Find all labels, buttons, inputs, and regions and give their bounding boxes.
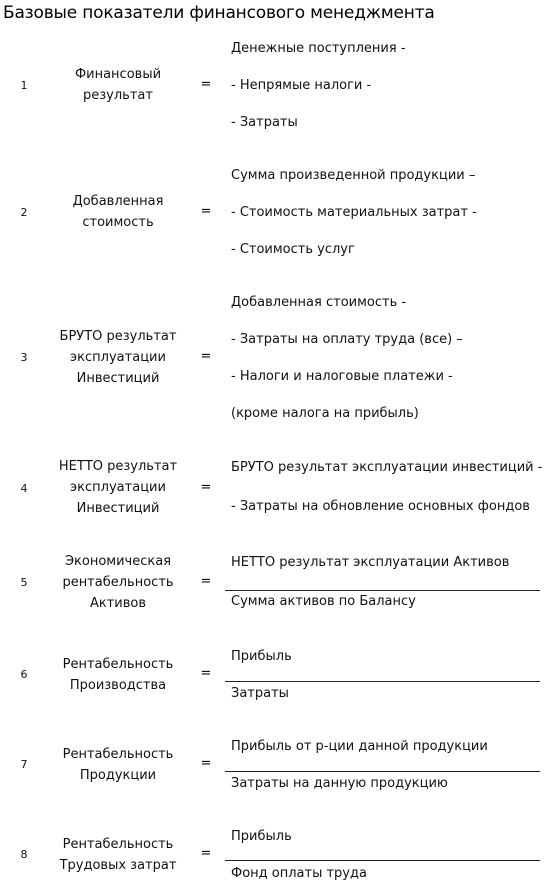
indicator-name xyxy=(54,834,182,876)
fraction-numerator: Прибыль от р-ции данной продукции xyxy=(231,739,488,754)
fraction-numerator: Прибыль xyxy=(231,649,292,664)
indicator-name-line: Активов xyxy=(89,596,147,611)
fraction-denominator: Сумма активов по Балансу xyxy=(231,594,416,609)
fraction-numerator: Прибыль xyxy=(231,829,292,844)
fraction-denominator: Фонд оплаты труда xyxy=(231,866,367,881)
row-number: 4 xyxy=(20,482,28,495)
fraction-numerator: НЕТТО результат эксплуатации Активов xyxy=(231,555,510,570)
formula-line: Денежные поступления - xyxy=(231,41,406,56)
indicator-name xyxy=(54,64,182,106)
indicator-name-line: Рентабельность xyxy=(62,657,174,672)
indicator-name-line: Инвестиций xyxy=(76,501,160,516)
indicator-name xyxy=(54,191,182,233)
indicator-name xyxy=(54,456,182,519)
indicator-name-line: рентабельность xyxy=(62,575,174,590)
indicator-name-line: Добавленная xyxy=(72,194,164,209)
fraction-rule xyxy=(225,771,540,772)
formula-line: Добавленная стоимость - xyxy=(231,295,407,310)
formula-line: - Затраты xyxy=(231,115,298,130)
formula-line: БРУТО результат эксплуатации инвестиций - xyxy=(231,460,543,475)
formula-line: - Затраты на оплату труда (все) – xyxy=(231,332,463,347)
indicator-name-line: Рентабельность xyxy=(62,747,174,762)
formula-line: - Стоимость услуг xyxy=(231,242,355,257)
indicator-name-line: результат xyxy=(83,88,153,103)
indicator-name-line: стоимость xyxy=(82,215,154,230)
equals-sign: = xyxy=(200,480,212,495)
indicator-name-line: Производства xyxy=(69,678,167,693)
row-number: 1 xyxy=(20,79,28,92)
formula-line: Сумма произведенной продукции – xyxy=(231,168,476,183)
row-number: 5 xyxy=(20,576,28,589)
equals-sign: = xyxy=(200,666,212,681)
indicator-name xyxy=(54,551,182,614)
equals-sign: = xyxy=(200,204,212,219)
row-number: 7 xyxy=(20,758,28,771)
equals-sign: = xyxy=(200,756,212,771)
formula-line: (кроме налога на прибыль) xyxy=(231,406,419,421)
indicator-name-line: Экономическая xyxy=(64,554,172,569)
indicator-name xyxy=(54,744,182,786)
indicator-name-line: Рентабельность xyxy=(62,837,174,852)
formula-line: - Затраты на обновление основных фондов xyxy=(231,499,530,514)
formula-line: - Стоимость материальных затрат - xyxy=(231,205,477,220)
indicator-name xyxy=(54,654,182,696)
equals-sign: = xyxy=(200,574,212,589)
formula-line: - Налоги и налоговые платежи - xyxy=(231,369,453,384)
equals-sign: = xyxy=(200,846,212,861)
fraction-rule xyxy=(225,590,540,591)
indicator-name-line: Продукции xyxy=(79,768,157,783)
row-number: 3 xyxy=(20,351,28,364)
formula-line: - Непрямые налоги - xyxy=(231,78,372,93)
fraction-rule xyxy=(225,860,540,861)
indicator-name-line: Финансовый xyxy=(74,67,162,82)
row-number: 6 xyxy=(20,668,28,681)
equals-sign: = xyxy=(200,349,212,364)
indicator-name-line: Трудовых затрат xyxy=(59,858,177,873)
indicator-name-line: эксплуатации xyxy=(70,350,166,365)
indicator-name xyxy=(54,326,182,389)
row-number: 2 xyxy=(20,206,28,219)
indicator-name-line: Инвестиций xyxy=(76,371,160,386)
equals-sign: = xyxy=(200,77,212,92)
fraction-denominator: Затраты xyxy=(231,686,289,701)
indicator-name-line: НЕТТО результат xyxy=(58,459,178,474)
page-title: Базовые показатели финансового менеджмента xyxy=(3,3,435,23)
row-number: 8 xyxy=(20,848,28,861)
fraction-denominator: Затраты на данную продукцию xyxy=(231,776,448,791)
indicator-name-line: БРУТО результат xyxy=(59,329,177,344)
indicator-name-line: эксплуатации xyxy=(70,480,166,495)
fraction-rule xyxy=(225,681,540,682)
